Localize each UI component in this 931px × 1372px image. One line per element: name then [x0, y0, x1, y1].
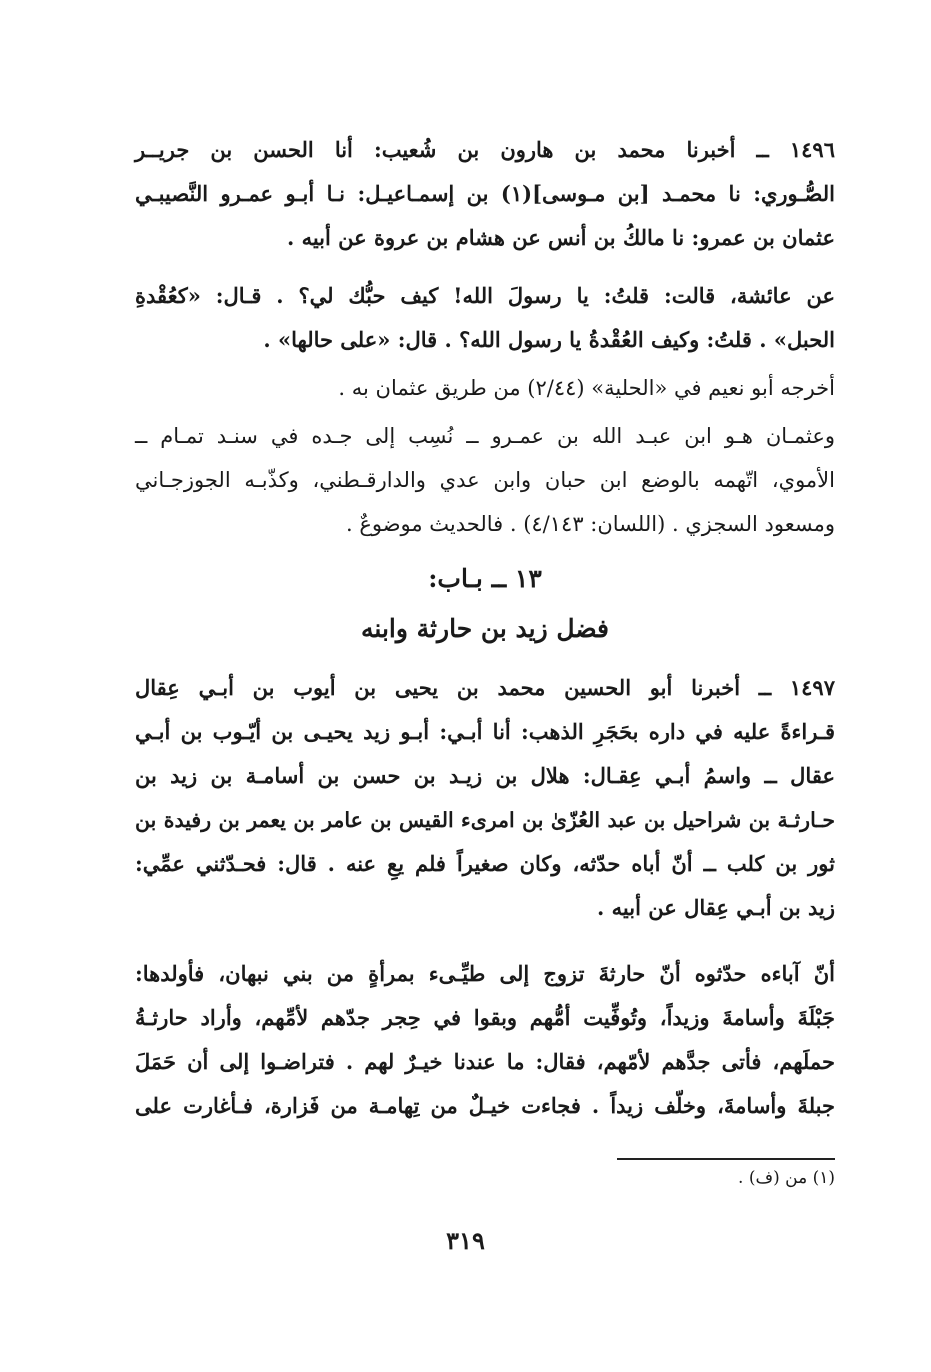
text-line: زيد بن أبـي عِقال عن أبيه .	[597, 895, 835, 920]
text-line: ١٤٩٧ ــ أخبرنا أبو الحسين محمد بن يحيى بن أيوب بن أبـي عِقال	[135, 675, 835, 700]
text-line: الصُّـوري: نا محمـد [بن مـوسى](١) بن إسمـاعيـل: نـا أبـو عمـرو النَّصيبـي	[135, 181, 835, 206]
text-line: الحبل» . قلتُ: وكيف العُقْدةُ يا رسول الله؟ . قال: «على حالها» .	[263, 327, 835, 352]
text-line: جَبْلَةَ وأسامةَ وزيداً، وتُوفِّيت أمُّهم وبقوا في حِجر جدّهم لأمِّهم، وأراد حارثـةُ	[135, 1005, 835, 1030]
text-line: عثمان بن عمرو: نا مالكُ بن أنس عن هشام بن عروة عن أبيه .	[286, 225, 835, 250]
text-line: ١٤٩٦ ــ أخبرنا محمد بن هارون بن شُعيب: أنا الحسن بن جريــر	[135, 137, 835, 162]
text-line: ثور بن كلب ــ أنّ أباه حدّثه، وكان صغيراً فلم يعِ عنه . قال: فحـدّثني عمِّي:	[135, 851, 835, 876]
text-line: أنّ آباءه حدّثوه أنّ حارثةَ تزوج إلى طيِّـىء بمرأةٍ من بني نبهان، فأولدها:	[135, 961, 835, 986]
hadith-1497-isnad	[135, 666, 835, 930]
hadith-1496-isnad	[135, 128, 835, 260]
footnote: (١) من (ف) .	[738, 1168, 835, 1188]
text-line: حـارثـة بن شراحيل بن عبد العُزّىٰ بن امرىء القيس بن عامر بن يعمر بن رفيدة بن	[135, 808, 835, 832]
page-body	[135, 128, 835, 1128]
text-line: أخرجه أبو نعيم في «الحلية» (٢/٤٤) من طريق عثمان به .	[338, 376, 835, 400]
text-line: حملَهم، فأتى جدَّهم لأمّهم، فقال: ما عندنا خيـرٌ لهم . فتراضـوا إلى أن حَمَلَ	[135, 1049, 835, 1074]
page-number: ٣١٩	[446, 1226, 485, 1255]
text-line: جبلةَ وأسامةَ، وخلّف زيداً . فجاءت خيـلٌ من تِهامـة من فَزارة، فـأغارت على	[135, 1093, 835, 1118]
hadith-1496-comment	[135, 414, 835, 546]
chapter-number: ١٣ ــ بـاب:	[428, 564, 542, 593]
text-line: عقال ــ واسمُ أبـي عِقـال: هلال بن زيـد بن حسن بن أسامـة بن زيد بن	[135, 763, 835, 788]
text-line: الأموي، اتّهمه بالوضع ابن حبان وابن عدي والدارقـطني، وكذّبـه الجوزجـاني	[135, 468, 835, 492]
hadith-1496-matn	[135, 274, 835, 362]
text-line: وعثمـان هـو ابن عبـد الله بن عمـرو ــ نُسِب إلى جـده في سنـد تمـام ــ	[135, 424, 835, 448]
text-line: عن عائشة، قالت: قلتُ: يا رسولَ الله! كيف حبُّك لي؟ . قـال: «كعُقْدةِ	[135, 283, 835, 308]
footnote-divider	[617, 1158, 835, 1160]
hadith-1497-matn	[135, 952, 835, 1128]
text-line: ومسعود السجزي . (اللسان: ٤/١٤٣) . فالحديث موضوعٌ .	[345, 512, 835, 536]
hadith-1496-takhrij	[135, 366, 835, 410]
text-line: قـراءةً عليه في داره بحَجَرِ الذهب: أنا أبـي: أبـو زيد يحيـى بن أيّـوب بن أبـي	[135, 719, 835, 744]
chapter-title: فضل زيد بن حارثة وابنه	[361, 614, 609, 643]
